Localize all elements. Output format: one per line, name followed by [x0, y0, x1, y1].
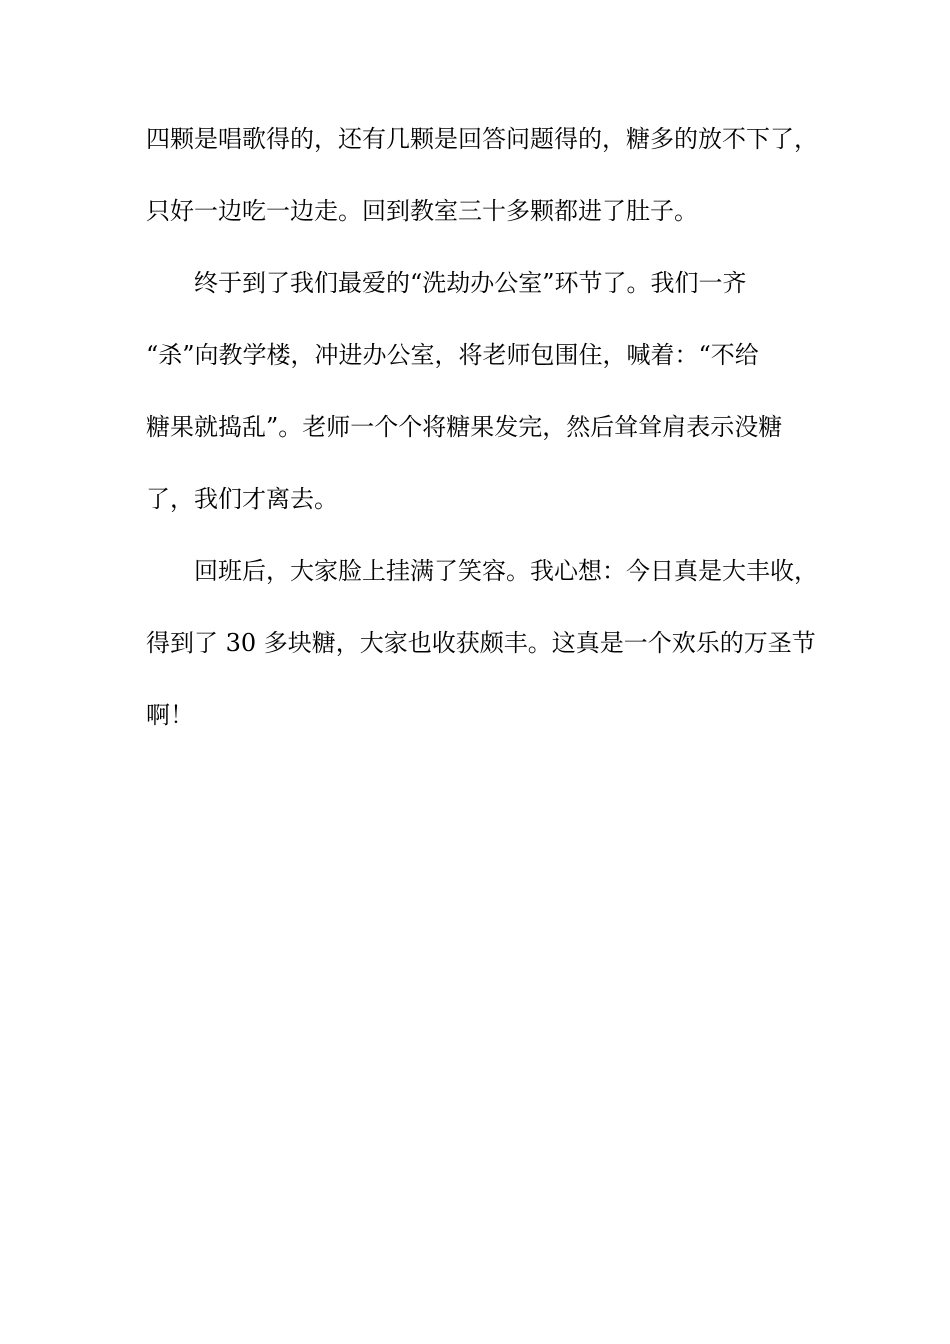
text-line: 得到了 30 多块糖，大家也收获颇丰。这真是一个欢乐的万圣节 [146, 629, 816, 657]
text-line: 糖果就捣乱”。老师一个个将糖果发完，然后耸耸肩表示没糖 [146, 413, 783, 441]
text-line: “杀”向教学楼，冲进办公室，将老师包围住，喊着：“不给 [146, 341, 759, 369]
text-line: 啊！ [146, 701, 194, 729]
text-line: 四颗是唱歌得的，还有几颗是回答问题得的，糖多的放不下了， [146, 125, 818, 153]
text-line: 了，我们才离去。 [146, 485, 338, 513]
essay-text [146, 127, 826, 775]
text-line: 只好一边吃一边走。回到教室三十多颗都进了肚子。 [146, 197, 698, 225]
paragraph-start-line: 终于到了我们最爱的“洗劫办公室”环节了。我们一齐 [194, 269, 747, 297]
paragraph-start-line: 回班后，大家脸上挂满了笑容。我心想：今日真是大丰收， [194, 557, 818, 585]
